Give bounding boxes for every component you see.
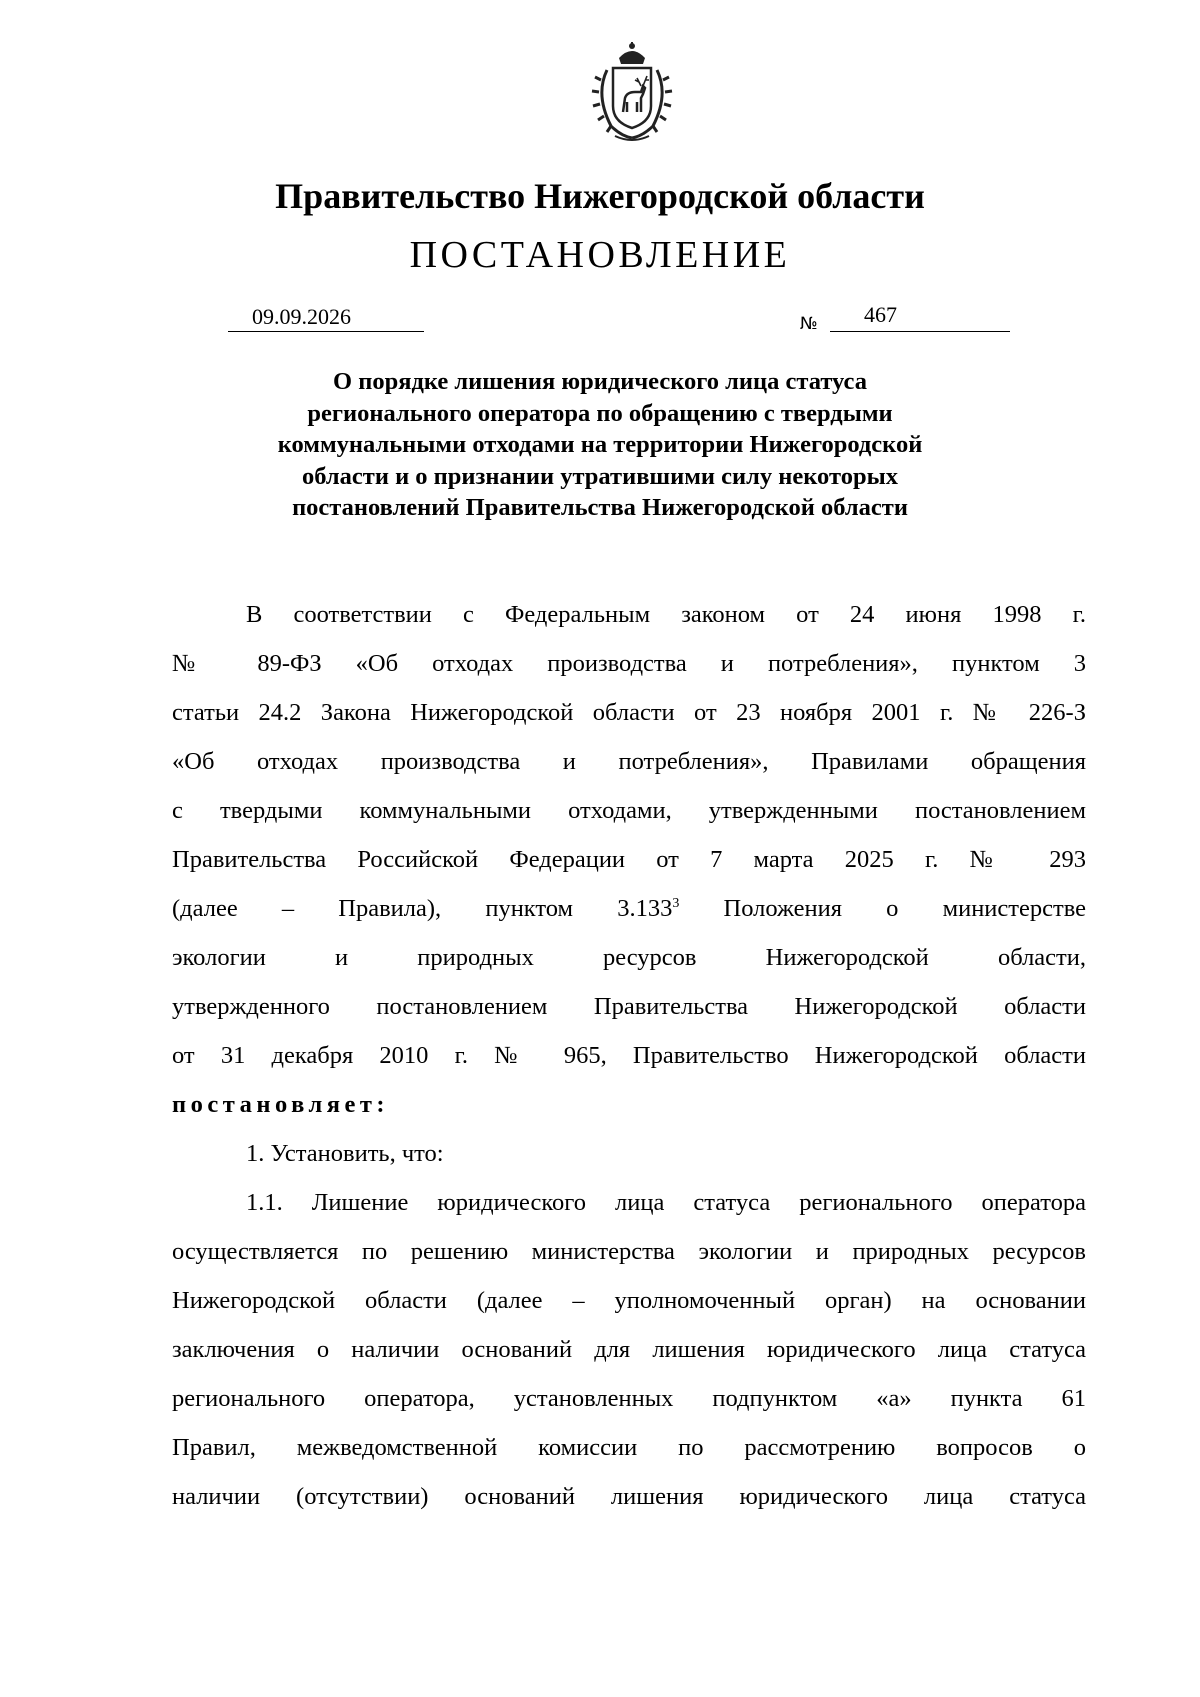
number-underline bbox=[830, 330, 1010, 332]
date-underline bbox=[228, 330, 424, 332]
preamble-line: с твердыми коммунальными отходами, утвержденными постановлением bbox=[172, 797, 1086, 824]
decree-word: постановляет: bbox=[172, 1091, 390, 1118]
title-line: регионального оператора по обращению с твердыми bbox=[307, 399, 893, 427]
preamble-line: № 89-ФЗ «Об отходах производства и потребления», пунктом 3 bbox=[172, 650, 1086, 677]
document-type: ПОСТАНОВЛЕНИЕ bbox=[409, 234, 791, 276]
title-line: постановлений Правительства Нижегородской области bbox=[292, 494, 908, 521]
clause-1-1-line: регионального оператора, установленных подпунктом «а» пункта 61 bbox=[172, 1385, 1086, 1412]
preamble-line: Правительства Российской Федерации от 7 марта 2025 г. № 293 bbox=[172, 846, 1086, 873]
clause-1-1-line: осуществляется по решению министерства экологии и природных ресурсов bbox=[172, 1238, 1086, 1265]
clause-1-1-line: Правил, межведомственной комиссии по рассмотрению вопросов о bbox=[172, 1434, 1086, 1461]
number-sign: № bbox=[800, 314, 818, 334]
document-title bbox=[150, 366, 1050, 524]
clause-1: 1. Установить, что: bbox=[246, 1140, 444, 1167]
document-number: 467 bbox=[864, 302, 897, 327]
preamble-line: экологии и природных ресурсов Нижегородской области, bbox=[172, 944, 1086, 971]
preamble-text: (далее – Правила), пунктом 3.133 bbox=[172, 895, 673, 922]
preamble-line: утвержденного постановлением Правительства Нижегородской области bbox=[172, 993, 1086, 1020]
title-line: коммунальными отходами на территории Нижегородской bbox=[277, 431, 923, 458]
clause-1-1-line: Нижегородской области (далее – уполномоченный орган) на основании bbox=[172, 1287, 1086, 1314]
preamble-line: «Об отходах производства и потребления», Правилами обращения bbox=[172, 748, 1086, 775]
document-date: 09.09.2026 bbox=[252, 304, 351, 329]
preamble-line: от 31 декабря 2010 г. № 965, Правительство Нижегородской области bbox=[172, 1042, 1086, 1069]
clause-1-1-line: наличии (отсутствии) оснований лишения юридического лица статуса bbox=[172, 1483, 1086, 1510]
document-body bbox=[172, 590, 1086, 1521]
clause-1-1-line: 1.1. Лишение юридического лица статуса регионального оператора bbox=[246, 1189, 1086, 1216]
title-line: области и о признании утратившими силу некоторых bbox=[302, 462, 898, 490]
preamble-text: Положения о министерстве bbox=[679, 895, 1086, 922]
clause-1-1-line: заключения о наличии оснований для лишения юридического лица статуса bbox=[172, 1336, 1086, 1363]
organization-name: Правительство Нижегородской области bbox=[275, 176, 925, 216]
preamble-line: статьи 24.2 Закона Нижегородской области от 23 ноября 2001 г. № 226-З bbox=[172, 699, 1086, 726]
title-line: О порядке лишения юридического лица статуса bbox=[333, 368, 867, 395]
superscript: 3 bbox=[672, 895, 680, 911]
coat-of-arms-icon bbox=[577, 40, 687, 145]
preamble-line bbox=[172, 884, 1086, 933]
preamble-line: В соответствии с Федеральным законом от 24 июня 1998 г. bbox=[246, 601, 1086, 628]
